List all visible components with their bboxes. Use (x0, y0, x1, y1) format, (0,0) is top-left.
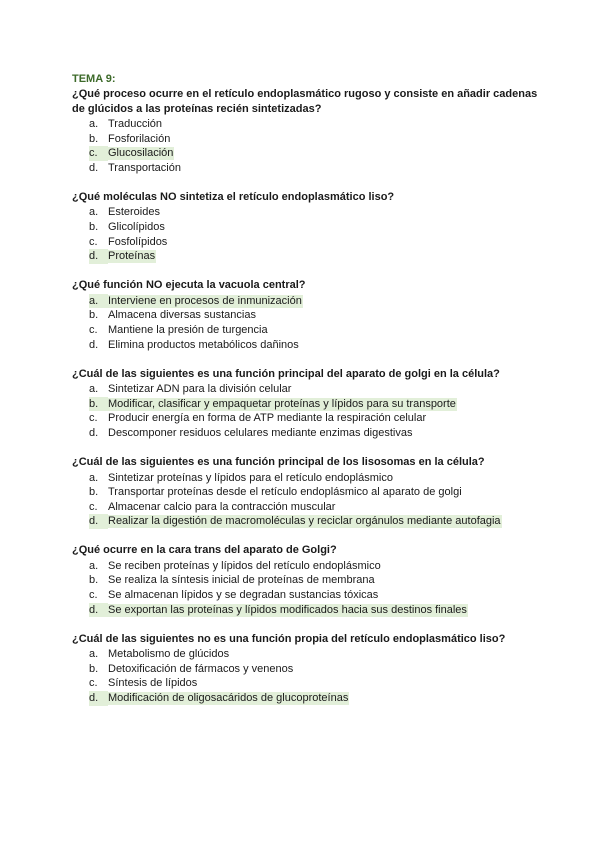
option-letter: a. (89, 559, 99, 572)
option-letter: b. (89, 574, 99, 587)
option-text: Se realiza la síntesis inicial de proteínas de membrana (108, 574, 375, 587)
answer-options (72, 294, 540, 352)
answer-option (72, 235, 540, 250)
option-letter: d. (89, 338, 99, 351)
answer-option (72, 338, 540, 353)
option-text: Glicolípidos (108, 220, 165, 233)
question-block (72, 190, 540, 264)
question-block (72, 87, 540, 175)
option-text: Almacenar calcio para la contracción muscular (108, 500, 336, 513)
option-text: Se almacenan lípidos y se degradan sustancias tóxicas (108, 589, 379, 602)
option-letter: c. (89, 589, 98, 602)
answer-option (72, 132, 540, 147)
option-letter: a. (89, 294, 108, 309)
option-text: Fosforilación (108, 132, 171, 145)
answer-option (72, 559, 540, 574)
option-letter: b. (89, 486, 99, 499)
option-text: Mantiene la presión de turgencia (108, 323, 268, 336)
question-list (72, 87, 540, 706)
answer-options (72, 117, 540, 175)
question-block (72, 455, 540, 529)
answer-option (72, 500, 540, 515)
answer-options (72, 382, 540, 440)
answer-option (72, 676, 540, 691)
question-block (72, 632, 540, 706)
answer-option-correct (72, 691, 540, 706)
answer-option (72, 220, 540, 235)
answer-option (72, 426, 540, 441)
question-text: ¿Cuál de las siguientes es una función principal de los lisosomas en la célula? (72, 456, 485, 468)
option-letter: b. (89, 132, 99, 145)
answer-option (72, 161, 540, 176)
answer-option (72, 323, 540, 338)
option-letter: d. (89, 603, 108, 618)
answer-options (72, 647, 540, 705)
question-text: ¿Qué función NO ejecuta la vacuola central? (72, 279, 306, 292)
option-letter: a. (89, 383, 99, 396)
option-letter: c. (89, 146, 108, 161)
answer-option (72, 662, 540, 677)
option-text: Sintetizar proteínas y lípidos para el retículo endoplásmico (108, 471, 393, 484)
option-text: Metabolismo de glúcidos (108, 648, 230, 661)
option-text: Realizar la digestión de macromoléculas y reciclar orgánulos mediante autofagia (108, 515, 501, 528)
option-letter: c. (89, 677, 98, 690)
option-text: Modificar, clasificar y empaquetar proteínas y lípidos para su transporte (108, 397, 456, 410)
option-text: Traducción (108, 118, 163, 130)
option-text: Producir energía en forma de ATP mediante la respiración celular (108, 412, 427, 425)
answer-option (72, 382, 540, 397)
answer-option-correct (72, 294, 540, 309)
option-text: Síntesis de lípidos (108, 677, 198, 690)
option-letter: c. (89, 235, 98, 248)
option-text: Se reciben proteínas y lípidos del retículo endoplásmico (108, 559, 381, 572)
option-letter: c. (89, 412, 98, 425)
question-text: ¿Cuál de las siguientes es una función principal del aparato de golgi en la célula? (72, 367, 500, 380)
question-text: ¿Qué moléculas NO sintetiza el retículo endoplasmático liso? (72, 190, 395, 203)
answer-option (72, 308, 540, 323)
answer-option-correct (72, 146, 540, 161)
answer-option (72, 411, 540, 426)
answer-option (72, 588, 540, 603)
option-letter: c. (89, 323, 98, 336)
option-text: Transportar proteínas desde el retículo endoplásmico al aparato de golgi (108, 486, 462, 499)
answer-option (72, 573, 540, 588)
option-letter: b. (89, 662, 99, 675)
option-text: Descomponer residuos celulares mediante enzimas digestivas (108, 426, 413, 439)
option-letter: b. (89, 220, 99, 233)
question-block (72, 367, 540, 441)
answer-option-correct (72, 397, 540, 412)
option-letter: b. (89, 397, 108, 412)
option-text: Fosfolípidos (108, 235, 168, 248)
option-text: Proteínas (108, 250, 156, 263)
option-letter: d. (89, 514, 108, 529)
option-letter: a. (89, 648, 99, 661)
answer-option-correct (72, 514, 540, 529)
option-text: Transportación (108, 161, 181, 174)
option-letter: a. (89, 118, 99, 130)
answer-option (72, 485, 540, 500)
option-letter: b. (89, 309, 99, 322)
option-text: Interviene en procesos de inmunización (108, 294, 302, 307)
question-block (72, 543, 540, 617)
section-title: TEMA 9: (72, 73, 116, 85)
answer-option (72, 471, 540, 486)
option-text: Esteroides (108, 206, 160, 219)
option-letter: a. (89, 206, 99, 219)
option-letter: d. (89, 426, 99, 439)
option-text: Detoxificación de fármacos y venenos (108, 662, 294, 675)
option-text: Elimina productos metabólicos dañinos (108, 338, 299, 351)
answer-option-correct (72, 603, 540, 618)
answer-options (72, 205, 540, 263)
option-text: Glucosilación (108, 147, 174, 160)
answer-options (72, 559, 540, 617)
option-letter: d. (89, 249, 108, 264)
question-text: ¿Cuál de las siguientes no es una función propia del retículo endoplasmático liso? (72, 632, 506, 645)
option-text: Sintetizar ADN para la división celular (108, 383, 292, 396)
option-letter: d. (89, 691, 108, 706)
answer-option (72, 205, 540, 220)
option-text: Almacena diversas sustancias (108, 309, 256, 322)
question-text: ¿Qué ocurre en la cara trans del aparato de Golgi? (72, 544, 337, 557)
option-text: Se exportan las proteínas y lípidos modificados hacia sus destinos finales (108, 603, 467, 616)
option-letter: c. (89, 500, 98, 513)
option-letter: a. (89, 471, 99, 484)
question-text: ¿Qué proceso ocurre en el retículo endoplasmático rugoso y consiste en añadir cadenas de glúcidos a las proteínas recién sintetizadas? (72, 88, 538, 115)
option-letter: d. (89, 161, 99, 174)
answer-option (72, 647, 540, 662)
answer-options (72, 471, 540, 529)
answer-option (72, 117, 540, 132)
question-block (72, 278, 540, 352)
option-text: Modificación de oligosacáridos de glucoproteínas (108, 692, 349, 705)
answer-option-correct (72, 249, 540, 264)
